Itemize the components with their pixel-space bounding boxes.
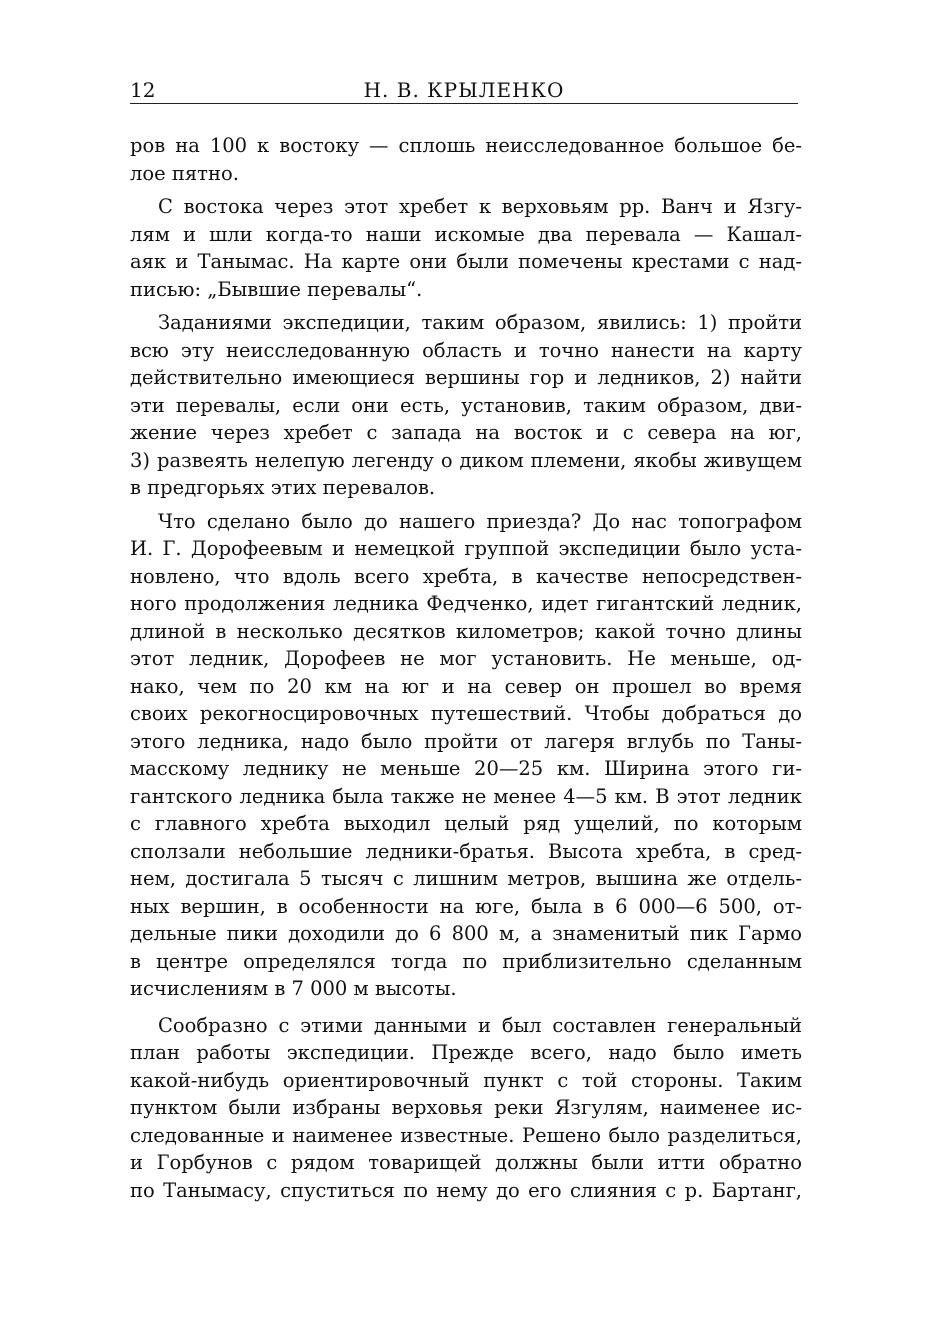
text-line: ных вершин, в особенности на юге, была в 6 000—6 500, от-: [130, 894, 802, 918]
text-line: И. Г. Дорофеевым и немецкой группой экспедиции было уста-: [130, 537, 802, 560]
text-line: С востока через этот хребет к верховьям рр. Ванч и Язгу-: [158, 195, 802, 218]
text-line: масскому леднику не меньше 20—25 км. Ширина этого ги-: [130, 757, 802, 780]
text-line: этого ледника, надо было пройти от лагеря вглубь по Таны-: [130, 729, 802, 753]
text-line: ного продолжения ледника Федченко, идет гигантский ледник,: [130, 592, 802, 615]
text-line: план работы экспедиции. Прежде всего, надо было иметь: [130, 1041, 802, 1064]
text-line: 3) развеять нелепую легенду о диком племени, якобы живущем: [130, 448, 802, 472]
page-number: 12: [130, 78, 156, 102]
text-line: нако, чем по 20 км на юг и на север он прошел во время: [130, 674, 802, 698]
text-line: и Горбунов с рядом товарищей должны были итти обратно: [130, 1151, 802, 1174]
text-line: гантского ледника была также не менее 4—5 км. В этот ледник: [130, 784, 802, 808]
text-line: какой-нибудь ориентировочный пункт с той стороны. Таким: [130, 1068, 802, 1092]
text-line: Что сделано было до нашего приезда? До нас топографом: [158, 509, 802, 533]
text-line: Заданиями экспедиции, таким образом, явились: 1) пройти: [158, 311, 802, 334]
running-head: Н. В. КРЫЛЕНКО: [363, 78, 565, 102]
text-line: писью: „Бывшие перевалы“.: [130, 277, 423, 301]
body-text: [130, 132, 802, 1204]
text-line: нем, достигала 5 тысяч с лишним метров, вышина же отдель-: [130, 867, 802, 890]
text-line: аяк и Танымас. На карте они были помечены крестами с над-: [130, 250, 802, 273]
text-line: сползали небольшие ледники-братья. Высота хребта, в сред-: [130, 839, 802, 863]
text-line: по Танымасу, спуститься по нему до его слияния с р. Бартанг,: [130, 1178, 802, 1202]
paragraph-1: [130, 132, 802, 187]
text-line: лям и шли когда-то наши искомые два перевала — Кашал-: [130, 222, 802, 246]
text-line: своих рекогносцировочных путешествий. Чтобы добраться до: [130, 702, 802, 725]
header-rule: [130, 103, 798, 104]
text-line: ров на 100 к востоку — сплошь неисследованное большое бе-: [130, 134, 802, 157]
text-line: жение через хребет с запада на восток и с севера на юг,: [130, 421, 802, 444]
text-line: всю эту неисследованную область и точно нанести на карту: [130, 338, 802, 362]
text-line: в предгорьях этих перевалов.: [130, 476, 436, 499]
text-line: дельные пики доходили до 6 800 м, а знаменитый пик Гармо: [130, 922, 802, 945]
paragraph-4: [130, 508, 802, 1003]
paragraph-2: [130, 193, 802, 303]
text-line: пунктом были избраны верховья реки Язгулям, наименее ис-: [130, 1096, 802, 1119]
text-line: эти перевалы, если они есть, установив, таким образом, дви-: [130, 393, 802, 417]
paragraph-3: [130, 309, 802, 502]
text-line: с главного хребта выходил целый ряд ущелий, по которым: [130, 812, 802, 835]
text-line: исчислениям в 7 000 м высоты.: [130, 977, 457, 1000]
text-line: следованные и наименее известные. Решено было разделиться,: [130, 1123, 802, 1147]
text-line: Сообразно с этими данными и был составлен генеральный: [158, 1013, 802, 1037]
text-line: длиной в несколько десятков километров; какой точно длины: [130, 619, 802, 643]
page-header: [130, 76, 798, 106]
text-line: в центре определялся тогда по приблизительно сделанным: [130, 949, 802, 973]
text-line: действительно имеющиеся вершины гор и ледников, 2) найти: [130, 366, 802, 389]
text-line: этот ледник, Дорофеев не мог установить. Не меньше, од-: [130, 647, 802, 670]
text-line: новлено, что вдоль всего хребта, в качестве непосредствен-: [130, 564, 802, 588]
text-line: лое пятно.: [130, 161, 239, 185]
paragraph-5: [130, 1012, 802, 1205]
